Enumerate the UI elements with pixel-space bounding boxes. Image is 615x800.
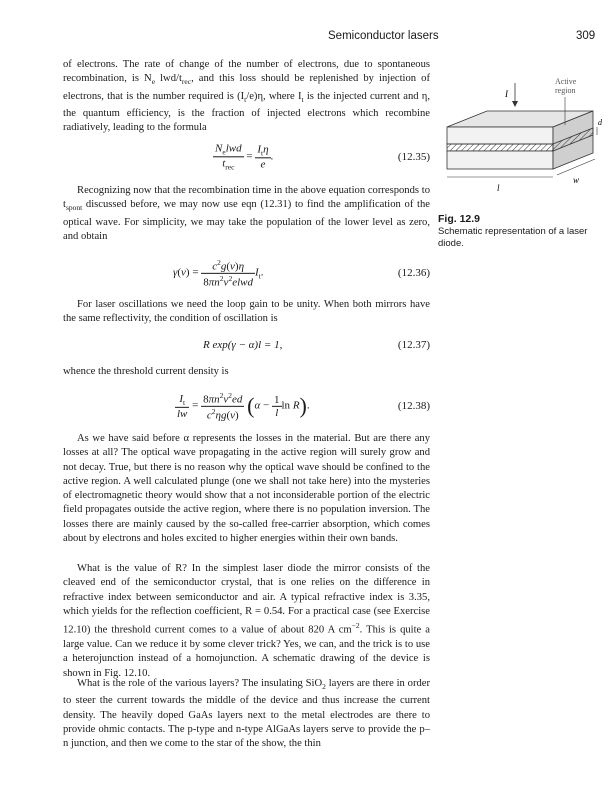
equation-12-37: R exp(γ − α)l = 1, (12.37) xyxy=(203,339,430,351)
figure-caption xyxy=(438,213,598,250)
length-label: l xyxy=(497,183,500,193)
running-title: Semiconductor lasers xyxy=(328,30,439,42)
laser-diode-figure xyxy=(435,75,605,215)
equation-number: (12.35) xyxy=(397,151,430,163)
equation-number: (12.38) xyxy=(397,400,430,412)
active-layer xyxy=(447,144,553,151)
equation-number: (12.37) xyxy=(397,339,430,351)
active-region-label-2: region xyxy=(555,86,576,95)
figure-label: Fig. 12.9 xyxy=(438,213,481,225)
equation-12-35: $\frac{N_elwd}{t_{rec}}$ = $\frac{I_t\eta}{e}$ . (12.35) xyxy=(215,142,430,172)
paragraph-2: Recognizing now that the recombination time in the above equation corresponds to $t_{spont}$ discussed before, we may now use eqn (12.31) to find the amplification of the optical wave. For simplicity, we may take the population of the lower level as zero, and obtain xyxy=(63,185,430,242)
current-label: I xyxy=(505,89,508,99)
thickness-label: d xyxy=(598,118,602,127)
front-face-upper xyxy=(447,127,553,144)
equation-12-38: $\frac{I_t}{lw}$ = $\frac{8\pi n^2\nu^2ed}{c^2\eta g(\nu)}$ (α − $\frac{1}{l}$ ln R). (12.38) xyxy=(177,390,430,422)
paragraph-5: As we have said before α represents the losses in the material. But are there any losses at all? The optical wave propagating in the active region will surely grow and not decay. True, but there is no reason why the optical wave should be confined to the active region. A well calculated plunge (one we shall not take here) into the mysteries of electromagnetic theory would show that a not inconsiderable portion of the electric field propagates outside the active region, where there is no population inversion. The losses there are mainly caused by the so-called free-carrier absorption, which comes about by electrons and holes excited to higher energies within their own bands. xyxy=(63,433,430,545)
figure-caption-text: Schematic representation of a laser diode. xyxy=(438,226,588,249)
width-label: w xyxy=(573,175,580,185)
paragraph-4: whence the threshold current density is xyxy=(63,366,229,377)
paragraph-7: What is the role of the various layers? The insulating SiO$_2$ layers are there in order to steer the current towards the middle of the device and thus increase the current density. The heavily doped GaAs layers next to the metal electrodes are there to provide ohmic contacts. The p-type and n-type AlGaAs layers serve to provide the p–n junction, and then we come to the star of the show, the thin xyxy=(63,678,431,750)
front-face-lower xyxy=(447,151,553,169)
page-number: 309 xyxy=(576,30,596,42)
equation-12-36: γ(ν) = $\frac{c^2g(\nu)\eta}{8\pi n^2\nu^2elwd}$ $I_t$. (12.36) xyxy=(173,257,430,289)
equation-number: (12.36) xyxy=(397,267,430,279)
active-region-label-1: Active xyxy=(555,77,577,86)
paragraph-1: of electrons. The rate of change of the number of electrons, due to spontaneous recombination, is $N_e$ lwd/$t_{rec}$, and this loss should be replenished by injection of electrons, that is the number required is $(I_t/e)\eta$, where $I_t$ is the injected current and η, the quantum efficiency, is the fraction of injected electrons which recombine radiatively, leading to the formula xyxy=(63,59,430,134)
paragraph-6: What is the value of R? In the simplest laser diode the mirror consists of the cleaved end of the semiconductor crystal, that is one relies on the difference in refractive index between semiconductor and air. A typical refractive index is 3.35, which yields for the reflection coefficient, R = 0.54. For a practical case (see Exercise 12.10) the threshold current comes to a value of about 820 A $cm^{-2}$. This is quite a large value. Can we reduce it by some clever trick? Yes, we can, and the trick is to use a heterojunction instead of a homojunction. A schematic drawing of the device is shown in Fig. 12.10. xyxy=(63,563,430,679)
paragraph-3: For laser oscillations we need the loop gain to be unity. When both mirrors have the same reflectivity, the condition of oscillation is xyxy=(63,299,430,325)
